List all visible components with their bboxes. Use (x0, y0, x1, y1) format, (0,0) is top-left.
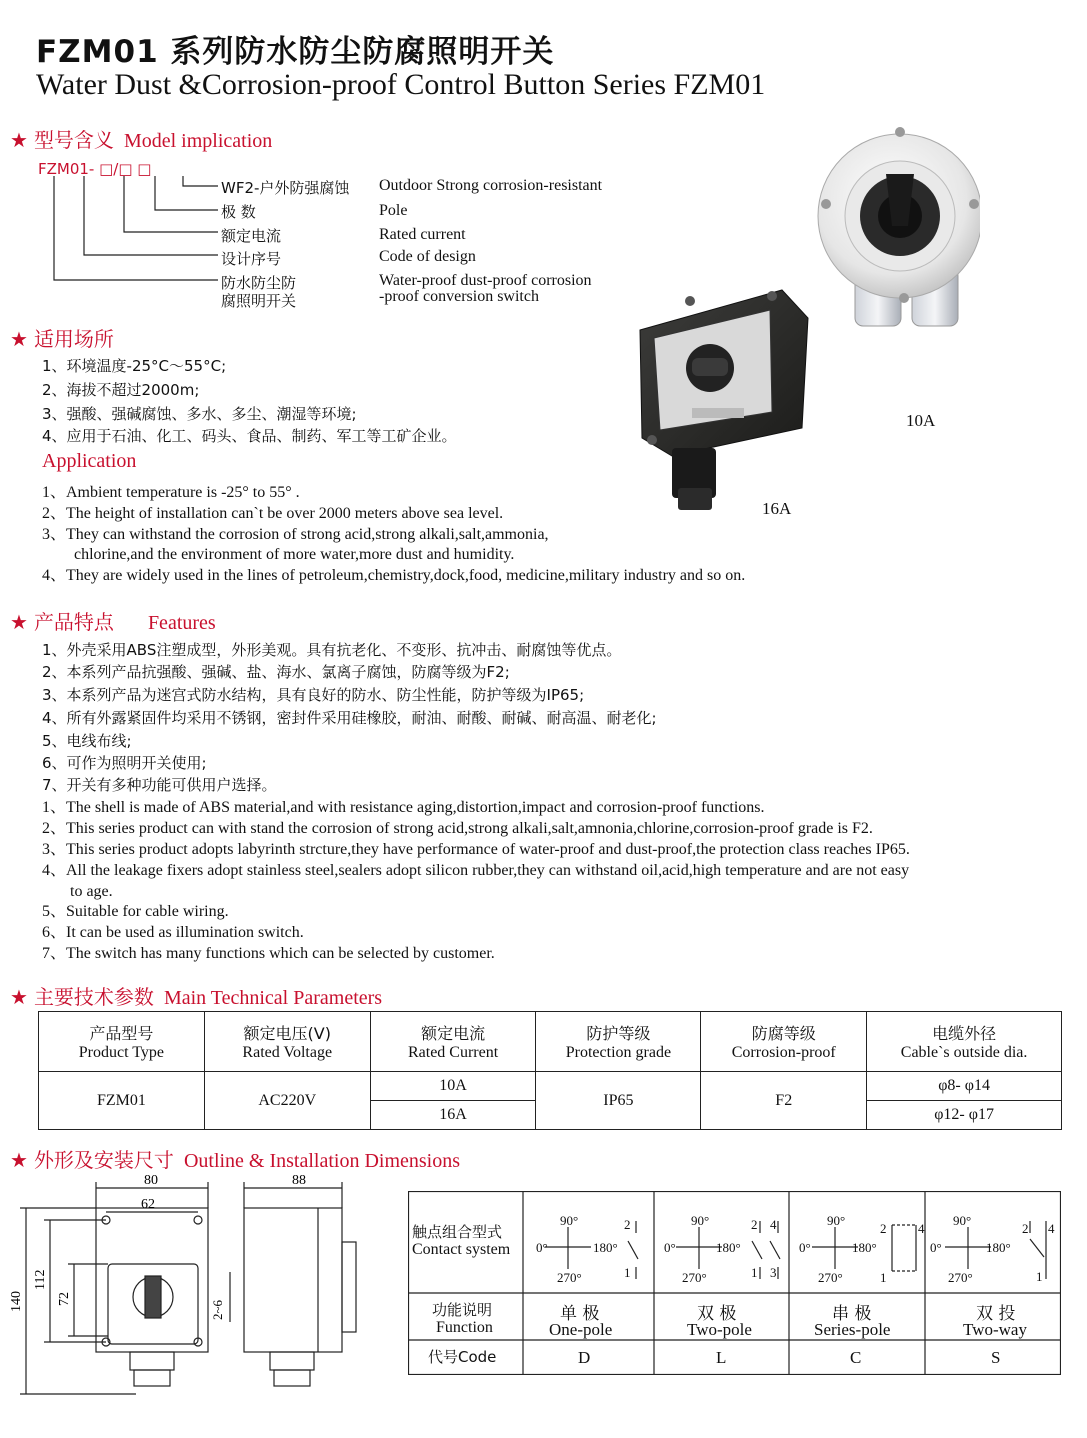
function-cn: 双 投 (976, 1304, 1016, 1324)
code-value: L (716, 1348, 727, 1367)
code-value: S (991, 1348, 1001, 1367)
cell-type: FZM01 (39, 1072, 205, 1130)
angle-90: 90° (953, 1213, 972, 1228)
model-row-cn: 额定电流 (221, 227, 282, 245)
cell-corrosion: F2 (701, 1072, 867, 1130)
terminal-1: 1 (751, 1265, 758, 1280)
function-en: Two-pole (687, 1320, 752, 1339)
section-model-heading: ★ 型号含义 Model implication (10, 128, 273, 152)
dim-2-6: 2~6 (210, 1299, 225, 1320)
code-row-label: 代号Code (428, 1348, 497, 1366)
angle-180: 180° (986, 1240, 1011, 1255)
star-icon: ★ (10, 128, 28, 152)
features-cn-item: 3、本系列产品为迷宫式防水结构，具有良好的防水、防尘性能，防护等级为IP65; (42, 686, 585, 704)
dim-72: 72 (57, 1292, 72, 1306)
application-cn-item: 3、强酸、强碱腐蚀、多水、多尘、潮湿等环境; (42, 405, 357, 423)
function-row-label-en: Function (436, 1319, 493, 1336)
header-product-type: 产品型号 Product Type (39, 1012, 205, 1072)
outline-drawing (8, 1172, 400, 1410)
application-en-item: 1、Ambient temperature is -25° to 55° . (42, 484, 300, 501)
model-row-cn: 极 数 (221, 203, 256, 221)
dim-88: 88 (292, 1173, 306, 1188)
star-icon: ★ (10, 327, 28, 351)
photo-label-10a: 10A (906, 411, 936, 430)
features-en-item: 2、This series product can with stand the corrosion of strong acid,strong alkali,salt,amnonia,chlorine,corrosion-proof grade is F2. (42, 820, 873, 837)
cell-current-1: 10A (370, 1072, 536, 1101)
application-cn-item: 4、应用于石油、化工、码头、食品、制药、军工等工矿企业。 (42, 427, 457, 445)
application-en-item: 2、The height of installation can`t be over 2000 meters above sea level. (42, 505, 504, 522)
terminal-1: 1 (1036, 1269, 1043, 1284)
model-row-en: -proof conversion switch (379, 288, 539, 305)
application-cn-item: 1、环境温度-25°C～55°C; (42, 357, 227, 375)
terminal-2: 2 (880, 1221, 887, 1236)
angle-90: 90° (827, 1213, 846, 1228)
dim-112: 112 (33, 1269, 48, 1290)
code-value: C (850, 1348, 862, 1367)
section-features-heading: ★ 产品特点 Features (10, 610, 216, 634)
angle-270: 270° (682, 1270, 707, 1285)
application-en-heading: Application (42, 450, 137, 472)
star-icon: ★ (10, 610, 28, 634)
model-row-cn: WF2-户外防强腐蚀 (221, 179, 350, 197)
model-row-cn: 设计序号 (221, 250, 282, 268)
model-row-en: Water-proof dust-proof corrosion (379, 272, 592, 289)
contact-table (408, 1191, 1061, 1375)
model-row-en: Code of design (379, 248, 476, 265)
features-cn-item: 7、开关有多种功能可供用户选择。 (42, 776, 277, 794)
photo-label-16a: 16A (762, 499, 792, 518)
angle-270: 270° (557, 1270, 582, 1285)
terminal-3: 3 (770, 1265, 777, 1280)
features-en-item: 4、All the leakage fixers adopt stainless steel,sealers adopt silicon rubber,they can withstand oil,acid,high temperature and are not easy (42, 862, 910, 879)
function-en: Two-way (963, 1320, 1027, 1339)
terminal-4: 4 (1048, 1221, 1055, 1236)
page-title-cn: FZM01 系列防水防尘防腐照明开关 (36, 34, 555, 70)
terminal-2: 2 (751, 1217, 758, 1232)
dim-80: 80 (144, 1173, 158, 1188)
cell-voltage: AC220V (204, 1072, 370, 1130)
terminal-2: 2 (624, 1217, 631, 1232)
header-protection-grade: 防护等级 Protection grade (536, 1012, 701, 1072)
application-en-item: 4、They are widely used in the lines of petroleum,chemistry,dock,food, medicine,military industry and so on. (42, 567, 746, 584)
terminal-2: 2 (1022, 1221, 1029, 1236)
angle-90: 90° (560, 1213, 579, 1228)
model-row-cn: 腐照明开关 (221, 292, 297, 310)
features-cn-item: 4、所有外露紧固件均采用不锈钢，密封件采用硅橡胶，耐油、耐酸、耐碱、耐高温、耐老化; (42, 709, 657, 727)
angle-180: 180° (716, 1240, 741, 1255)
model-bracket-lines (38, 170, 228, 298)
dim-62: 62 (141, 1197, 155, 1212)
features-cn-item: 6、可作为照明开关使用; (42, 754, 207, 772)
cell-current-2: 16A (370, 1101, 536, 1130)
cell-protection: IP65 (536, 1072, 701, 1130)
header-cable-dia: 电缆外径 Cable`s outside dia. (867, 1012, 1062, 1072)
angle-180: 180° (593, 1240, 618, 1255)
params-header-row (39, 1012, 1062, 1072)
angle-180: 180° (852, 1240, 877, 1255)
cell-cable-2: φ12- φ17 (867, 1101, 1062, 1130)
terminal-1: 1 (624, 1265, 631, 1280)
terminal-4: 4 (918, 1221, 925, 1236)
features-en-item: 5、Suitable for cable wiring. (42, 903, 229, 920)
application-cn-item: 2、海拔不超过2000m; (42, 381, 200, 399)
contact-row-label-cn: 触点组合型式 (412, 1223, 503, 1241)
star-icon: ★ (10, 1148, 28, 1172)
page-title-en: Water Dust &Corrosion-proof Control Button Series FZM01 (36, 68, 766, 101)
model-row-cn: 防水防尘防 (221, 274, 297, 292)
function-cn: 单 极 (560, 1304, 600, 1324)
header-rated-current: 额定电流 Rated Current (370, 1012, 536, 1072)
features-en-item: 1、The shell is made of ABS material,and with resistance aging,distortion,impact and corrosion-proof functions. (42, 799, 765, 816)
function-en: Series-pole (814, 1320, 891, 1339)
product-photo-16a (632, 288, 812, 516)
contact-row-label-en: Contact system (412, 1241, 511, 1258)
product-photo-10a (800, 118, 980, 333)
angle-0: 0° (930, 1240, 942, 1255)
code-value: D (578, 1348, 591, 1367)
angle-0: 0° (664, 1240, 676, 1255)
function-row-label-cn: 功能说明 (432, 1301, 493, 1319)
features-en-item: 7、The switch has many functions which can be selected by customer. (42, 945, 495, 962)
features-en-item: 3、This series product adopts labyrinth strcture,they have performance of water-proof and dust-proof,the protection class reaches IP65. (42, 841, 910, 858)
dim-140: 140 (9, 1291, 24, 1312)
model-row-en: Rated current (379, 226, 466, 243)
terminal-4: 4 (770, 1217, 777, 1232)
model-row-en: Outdoor Strong corrosion-resistant (379, 177, 603, 194)
features-cn-item: 1、外壳采用ABS注塑成型，外形美观。具有抗老化、不变形、抗冲击、耐腐蚀等优点。 (42, 641, 622, 659)
model-code: FZM01- □/□ □ (38, 160, 152, 178)
features-en-item: 6、It can be used as illumination switch. (42, 924, 304, 941)
function-en: One-pole (549, 1320, 613, 1339)
model-row-en: Pole (379, 202, 408, 219)
function-cn: 双 极 (697, 1304, 737, 1324)
features-en-item: to age. (70, 883, 113, 900)
section-outline-heading: ★ 外形及安装尺寸 Outline & Installation Dimensions (10, 1148, 461, 1172)
terminal-1: 1 (880, 1270, 887, 1285)
angle-0: 0° (536, 1240, 548, 1255)
function-cn: 串 极 (832, 1304, 872, 1324)
header-corrosion-proof: 防腐等级 Corrosion-proof (701, 1012, 867, 1072)
params-row (39, 1072, 1062, 1101)
application-en-item: 3、They can withstand the corrosion of strong acid,strong alkali,salt,ammonia, (42, 526, 549, 543)
angle-0: 0° (799, 1240, 811, 1255)
star-icon: ★ (10, 985, 28, 1009)
angle-270: 270° (818, 1270, 843, 1285)
header-rated-voltage: 额定电压(V) Rated Voltage (204, 1012, 370, 1072)
section-params-heading: ★ 主要技术参数 Main Technical Parameters (10, 985, 383, 1009)
cell-cable-1: φ8- φ14 (867, 1072, 1062, 1101)
params-table (38, 1011, 1062, 1130)
angle-90: 90° (691, 1213, 710, 1228)
features-cn-item: 5、电线布线; (42, 732, 132, 750)
application-en-item: chlorine,and the environment of more water,more dust and humidity. (74, 546, 515, 563)
angle-270: 270° (948, 1270, 973, 1285)
section-application-heading: ★ 适用场所 (10, 327, 114, 351)
features-cn-item: 2、本系列产品抗强酸、强碱、盐、海水、氯离子腐蚀，防腐等级为F2; (42, 663, 510, 681)
